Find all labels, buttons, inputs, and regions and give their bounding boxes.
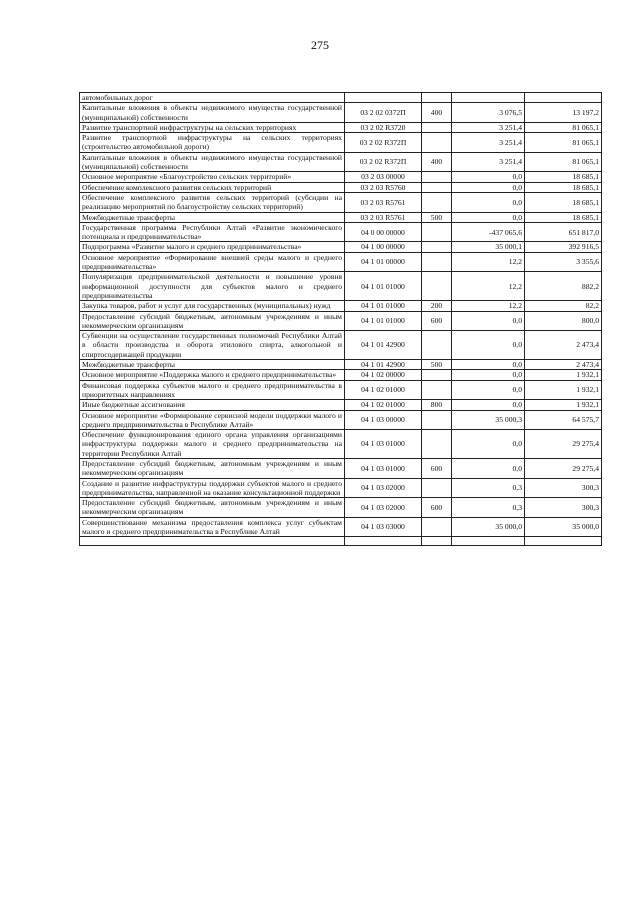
- row-amount-change-cell: 0,0: [452, 458, 525, 478]
- row-code-cell: 04 1 03 00000: [345, 410, 422, 430]
- row-code-cell: 04 1 02 00000: [345, 370, 422, 380]
- row-name-cell: Основное мероприятие «Формирование внешней среды малого и среднего предпринимательства»: [80, 252, 345, 272]
- table-row: [80, 400, 602, 410]
- row-amount-change-cell: 3 251,4: [452, 122, 525, 132]
- row-name-cell: Основное мероприятие «Благоустройство сельских территорий»: [80, 172, 345, 182]
- row-expense-type-cell: [422, 222, 452, 242]
- row-name-cell: Иные бюджетные ассигнования: [80, 400, 345, 410]
- row-amount-total-cell: 392 916,5: [525, 242, 602, 252]
- row-expense-type-cell: [422, 517, 452, 537]
- row-amount-total-cell: 64 575,7: [525, 410, 602, 430]
- table-row: [80, 537, 602, 546]
- row-name-cell: Капитальные вложения в объекты недвижимого имущества государственной (муниципальной) собственности: [80, 103, 345, 123]
- row-amount-total-cell: 2 473,4: [525, 360, 602, 370]
- row-amount-total-cell: 81 065,1: [525, 152, 602, 172]
- row-code-cell: 04 1 01 00000: [345, 252, 422, 272]
- row-expense-type-cell: [422, 331, 452, 360]
- row-amount-total-cell: [525, 93, 602, 103]
- row-amount-change-cell: 0,3: [452, 478, 525, 498]
- table-row: [80, 182, 602, 192]
- row-amount-change-cell: 3 251,4: [452, 133, 525, 153]
- row-amount-change-cell: 35 000,3: [452, 410, 525, 430]
- row-amount-change-cell: 0,0: [452, 380, 525, 400]
- row-code-cell: 03 2 03 R5760: [345, 182, 422, 192]
- row-amount-change-cell: 35 000,1: [452, 242, 525, 252]
- table-row: [80, 93, 602, 103]
- row-amount-total-cell: 1 932,1: [525, 380, 602, 400]
- row-expense-type-cell: [422, 192, 452, 212]
- row-name-cell: Развитие транспортной инфраструктуры на сельских территориях (строительство автомобильной дороги): [80, 133, 345, 153]
- row-code-cell: 04 1 03 02000: [345, 478, 422, 498]
- row-expense-type-cell: 500: [422, 360, 452, 370]
- row-code-cell: 03 2 03 00000: [345, 172, 422, 182]
- row-name-cell: Совершенствование механизма предоставления комплекса услуг субъектам малого и среднего предпринимательства в Республике Алтай: [80, 517, 345, 537]
- row-expense-type-cell: 200: [422, 301, 452, 311]
- row-amount-change-cell: 12,2: [452, 301, 525, 311]
- table-row: [80, 242, 602, 252]
- row-amount-change-cell: 35 000,0: [452, 517, 525, 537]
- table-row: [80, 272, 602, 301]
- row-amount-total-cell: 300,3: [525, 478, 602, 498]
- row-code-cell: 04 1 01 42900: [345, 360, 422, 370]
- table-row: [80, 122, 602, 132]
- row-amount-change-cell: 0,0: [452, 311, 525, 331]
- row-name-cell: Предоставление субсидий бюджетным, автономным учреждениям и иным некоммерческим организациям: [80, 458, 345, 478]
- row-code-cell: 04 1 01 01000: [345, 301, 422, 311]
- row-amount-total-cell: 3 355,6: [525, 252, 602, 272]
- table-row: [80, 380, 602, 400]
- row-expense-type-cell: 600: [422, 498, 452, 518]
- row-name-cell: Финансовая поддержка субъектов малого и среднего предпринимательства в приоритетных направлениях: [80, 380, 345, 400]
- row-code-cell: 03 2 03 R5761: [345, 212, 422, 222]
- row-expense-type-cell: [422, 370, 452, 380]
- row-amount-total-cell: 35 000,0: [525, 517, 602, 537]
- row-amount-total-cell: 18 685,1: [525, 192, 602, 212]
- row-name-cell: Предоставление субсидий бюджетным, автономным учреждениям и иным некоммерческим организациям: [80, 498, 345, 518]
- row-amount-change-cell: -437 065,6: [452, 222, 525, 242]
- row-amount-total-cell: 18 685,1: [525, 172, 602, 182]
- row-amount-change-cell: 0,0: [452, 331, 525, 360]
- table-row: [80, 222, 602, 242]
- row-expense-type-cell: 800: [422, 400, 452, 410]
- row-amount-total-cell: 29 275,4: [525, 458, 602, 478]
- row-code-cell: [345, 93, 422, 103]
- row-amount-change-cell: 0,0: [452, 192, 525, 212]
- row-name-cell: Основное мероприятие «Формирование сервисной модели поддержки малого и среднего предпринимательства в Республике Алтай»: [80, 410, 345, 430]
- row-amount-change-cell: 0,0: [452, 172, 525, 182]
- row-amount-total-cell: 800,0: [525, 311, 602, 331]
- row-expense-type-cell: [422, 478, 452, 498]
- row-expense-type-cell: [422, 122, 452, 132]
- table-row: [80, 301, 602, 311]
- row-code-cell: 04 1 03 01000: [345, 430, 422, 459]
- row-name-cell: Популяризация предпринимательской деятельности и повышение уровня информационной доступности для субъектов малого и среднего предпринимательства: [80, 272, 345, 301]
- row-amount-change-cell: 3 076,5: [452, 103, 525, 123]
- row-amount-change-cell: 0,0: [452, 400, 525, 410]
- row-code-cell: 03 2 02 R3720: [345, 122, 422, 132]
- row-expense-type-cell: [422, 430, 452, 459]
- row-name-cell: автомобильных дорог: [80, 93, 345, 103]
- row-code-cell: 04 1 03 03000: [345, 517, 422, 537]
- row-name-cell: Обеспечение комплексного развития сельских территорий (субсидии на реализацию мероприятий по благоустройству сельских территорий): [80, 192, 345, 212]
- row-expense-type-cell: [422, 537, 452, 546]
- row-name-cell: Межбюджетные трансферты: [80, 360, 345, 370]
- row-amount-total-cell: 81 065,1: [525, 122, 602, 132]
- row-amount-total-cell: [525, 537, 602, 546]
- table-row: [80, 360, 602, 370]
- row-amount-change-cell: [452, 93, 525, 103]
- row-amount-change-cell: 0,0: [452, 212, 525, 222]
- row-expense-type-cell: 400: [422, 152, 452, 172]
- row-amount-total-cell: 29 275,4: [525, 430, 602, 459]
- row-code-cell: 03 2 02 R372П: [345, 152, 422, 172]
- row-amount-total-cell: 882,2: [525, 272, 602, 301]
- row-expense-type-cell: [422, 272, 452, 301]
- row-code-cell: 04 1 01 01000: [345, 272, 422, 301]
- row-expense-type-cell: [422, 172, 452, 182]
- table-row: [80, 410, 602, 430]
- row-code-cell: 04 1 01 42900: [345, 331, 422, 360]
- row-expense-type-cell: [422, 133, 452, 153]
- table-row: [80, 478, 602, 498]
- row-name-cell: [80, 537, 345, 546]
- row-name-cell: Развитие транспортной инфраструктуры на сельских территориях: [80, 122, 345, 132]
- row-name-cell: Субвенции на осуществление государственных полномочий Республики Алтай в области производства и оборота этилового спирта, алкогольной и спиртосодержащей продукции: [80, 331, 345, 360]
- table-row: [80, 430, 602, 459]
- row-code-cell: 04 0 00 00000: [345, 222, 422, 242]
- row-name-cell: Капитальные вложения в объекты недвижимого имущества государственной (муниципальной) собственности: [80, 152, 345, 172]
- table-row: [80, 152, 602, 172]
- row-amount-change-cell: 12,2: [452, 252, 525, 272]
- row-code-cell: 03 2 02 0372П: [345, 103, 422, 123]
- table-row: [80, 517, 602, 537]
- row-expense-type-cell: 600: [422, 311, 452, 331]
- row-amount-change-cell: 0,0: [452, 370, 525, 380]
- table-row: [80, 311, 602, 331]
- row-amount-total-cell: 651 817,0: [525, 222, 602, 242]
- row-amount-change-cell: 0,0: [452, 360, 525, 370]
- row-code-cell: 04 1 02 01000: [345, 400, 422, 410]
- table-row: [80, 370, 602, 380]
- row-code-cell: [345, 537, 422, 546]
- table-row: [80, 331, 602, 360]
- row-code-cell: 04 1 01 01000: [345, 311, 422, 331]
- row-amount-total-cell: 1 932,1: [525, 400, 602, 410]
- row-expense-type-cell: [422, 252, 452, 272]
- row-amount-total-cell: 1 932,1: [525, 370, 602, 380]
- row-amount-change-cell: 3 251,4: [452, 152, 525, 172]
- page-number: 275: [311, 38, 329, 52]
- row-name-cell: Межбюджетные трансферты: [80, 212, 345, 222]
- row-code-cell: 04 1 03 01000: [345, 458, 422, 478]
- row-code-cell: 04 1 00 00000: [345, 242, 422, 252]
- row-expense-type-cell: 500: [422, 212, 452, 222]
- row-amount-change-cell: [452, 537, 525, 546]
- budget-table-body: [80, 93, 602, 546]
- row-amount-change-cell: 12,2: [452, 272, 525, 301]
- row-expense-type-cell: [422, 93, 452, 103]
- row-name-cell: Обеспечение комплексного развития сельских территорий: [80, 182, 345, 192]
- row-amount-change-cell: 0,0: [452, 430, 525, 459]
- row-name-cell: Создание и развитие инфраструктуры поддержки субъектов малого и среднего предпринимательства, направленной на оказание консультационной поддержки: [80, 478, 345, 498]
- table-row: [80, 133, 602, 153]
- row-expense-type-cell: [422, 242, 452, 252]
- table-row: [80, 192, 602, 212]
- row-code-cell: 04 1 02 01000: [345, 380, 422, 400]
- row-code-cell: 03 2 02 R372П: [345, 133, 422, 153]
- row-code-cell: 04 1 03 02000: [345, 498, 422, 518]
- row-code-cell: 03 2 03 R5761: [345, 192, 422, 212]
- table-row: [80, 172, 602, 182]
- row-expense-type-cell: [422, 410, 452, 430]
- table-row: [80, 458, 602, 478]
- row-expense-type-cell: 600: [422, 458, 452, 478]
- row-amount-change-cell: 0,3: [452, 498, 525, 518]
- table-row: [80, 252, 602, 272]
- row-amount-total-cell: 81 065,1: [525, 133, 602, 153]
- budget-table: [79, 92, 602, 546]
- table-row: [80, 212, 602, 222]
- row-name-cell: Государственная программа Республики Алтай «Развитие экономического потенциала и предпринимательства»: [80, 222, 345, 242]
- row-name-cell: Основное мероприятие «Поддержка малого и среднего предпринимательства»: [80, 370, 345, 380]
- table-row: [80, 498, 602, 518]
- row-expense-type-cell: 400: [422, 103, 452, 123]
- table-row: [80, 103, 602, 123]
- row-amount-change-cell: 0,0: [452, 182, 525, 192]
- row-name-cell: Обеспечение функционирования единого органа управления организациями инфраструктуры поддержки малого и среднего предпринимательства на территории Республики Алтай: [80, 430, 345, 459]
- row-amount-total-cell: 18 685,1: [525, 182, 602, 192]
- row-expense-type-cell: [422, 182, 452, 192]
- row-expense-type-cell: [422, 380, 452, 400]
- row-amount-total-cell: 2 473,4: [525, 331, 602, 360]
- row-name-cell: Закупка товаров, работ и услуг для государственных (муниципальных) нужд: [80, 301, 345, 311]
- row-amount-total-cell: 82,2: [525, 301, 602, 311]
- row-name-cell: Подпрограмма «Развитие малого и среднего предпринимательства»: [80, 242, 345, 252]
- row-amount-total-cell: 300,3: [525, 498, 602, 518]
- row-name-cell: Предоставление субсидий бюджетным, автономным учреждениям и иным некоммерческим организациям: [80, 311, 345, 331]
- row-amount-total-cell: 18 685,1: [525, 212, 602, 222]
- row-amount-total-cell: 13 197,2: [525, 103, 602, 123]
